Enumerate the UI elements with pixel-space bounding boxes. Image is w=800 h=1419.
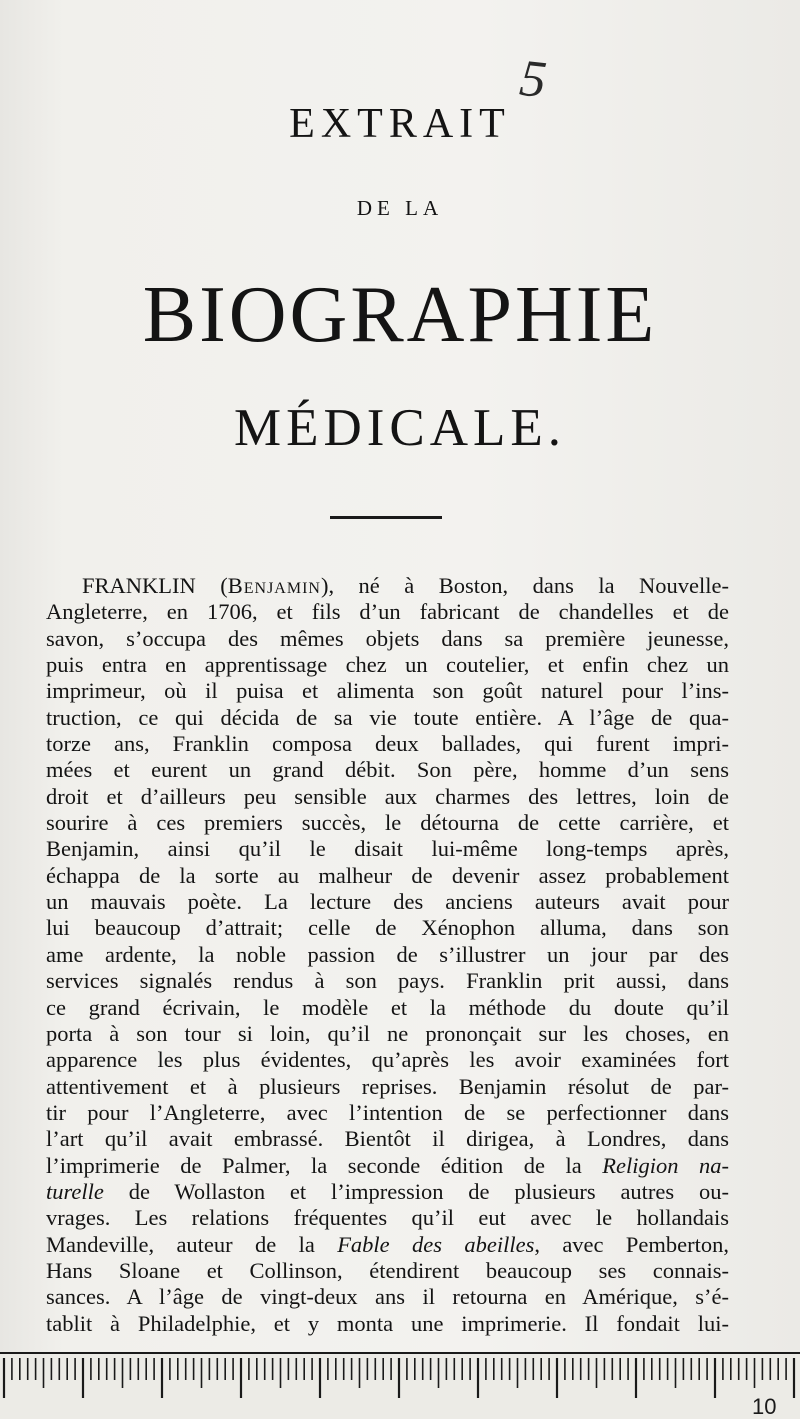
text-line: attentivement et à plusieurs reprises. Benjamin résolut de par- — [46, 1073, 729, 1099]
text-line: apparence les plus évidentes, qu’après les avoir examinées fort — [46, 1047, 729, 1073]
page-number: 5 — [517, 49, 549, 110]
title-biographie: BIOGRAPHIE — [142, 271, 658, 359]
title-extrait: EXTRAIT — [289, 101, 511, 147]
text-line: truction, ce qui décida de sa vie toute entière. A l’âge de qua- — [46, 704, 729, 730]
text-line: services signalés rendus à son pays. Franklin prit aussi, dans — [46, 968, 729, 994]
text-line: puis entra en apprentissage chez un coutelier, et enfin chez un — [46, 652, 729, 678]
text-line: l’imprimerie de Palmer, la seconde édition de la Religion na- — [46, 1152, 729, 1178]
text-line: tablit à Philadelphie, et y monta une imprimerie. Il fondait lui- — [46, 1310, 729, 1336]
text-line: turelle de Wollaston et l’impression de plusieurs autres ou- — [46, 1178, 729, 1204]
text-line: lui beaucoup d’attrait; celle de Xénophon alluma, dans son — [46, 915, 729, 941]
text-line: échappa de la sorte au malheur de devenir assez probablement — [46, 862, 729, 888]
text-line: sances. A l’âge de vingt-deux ans il retourna en Amérique, s’é- — [46, 1284, 729, 1310]
text-line: torze ans, Franklin composa deux ballades, qui furent impri- — [46, 731, 729, 757]
title-rule — [330, 516, 442, 519]
text-line: mées et eurent un grand débit. Son père, homme d’un sens — [46, 757, 729, 783]
ruler-scale — [0, 1354, 800, 1417]
title-de-la: DE LA — [356, 196, 444, 220]
text-line: un mauvais poète. La lecture des anciens auteurs avait pour — [46, 889, 729, 915]
text-line: l’art qu’il avait embrassé. Bientôt il dirigea, à Londres, dans — [46, 1126, 729, 1152]
text-line: ame ardente, la noble passion de s’illustrer un jour par des — [46, 941, 729, 967]
text-line: Hans Sloane et Collinson, étendirent beaucoup ses connais- — [46, 1257, 729, 1283]
text-line: droit et d’ailleurs peu sensible aux charmes des lettres, loin de — [46, 783, 729, 809]
text-line: tir pour l’Angleterre, avec l’intention de se perfectionner dans — [46, 1099, 729, 1125]
text-line: Angleterre, en 1706, et fils d’un fabricant de chandelles et de — [46, 599, 729, 625]
text-line: FRANKLIN (Benjamin), né à Boston, dans la Nouvelle- — [82, 573, 729, 598]
text-line: sourire à ces premiers succès, le détourna de cette carrière, et — [46, 810, 729, 836]
ruler-label: 10 — [752, 1394, 777, 1417]
text-line: vrages. Les relations fréquentes qu’il eut avec le hollandais — [46, 1205, 729, 1231]
measuring-ruler — [0, 1352, 800, 1419]
text-line: savon, s’occupa des mêmes objets dans sa première jeunesse, — [46, 625, 729, 651]
text-line: porta à son tour si loin, qu’il ne prononçait sur les choses, en — [46, 1020, 729, 1046]
text-line: imprimeur, où il puisa et alimenta son goût naturel pour l’ins- — [46, 678, 729, 704]
body-text — [46, 573, 729, 1337]
title-medicale: MÉDICALE. — [233, 399, 567, 457]
text-line: Benjamin, ainsi qu’il le disait lui-même long-temps après, — [46, 836, 729, 862]
text-line: ce grand écrivain, le modèle et la méthode du doute qu’il — [46, 994, 729, 1020]
text-line: Mandeville, auteur de la Fable des abeilles, avec Pemberton, — [46, 1231, 729, 1257]
